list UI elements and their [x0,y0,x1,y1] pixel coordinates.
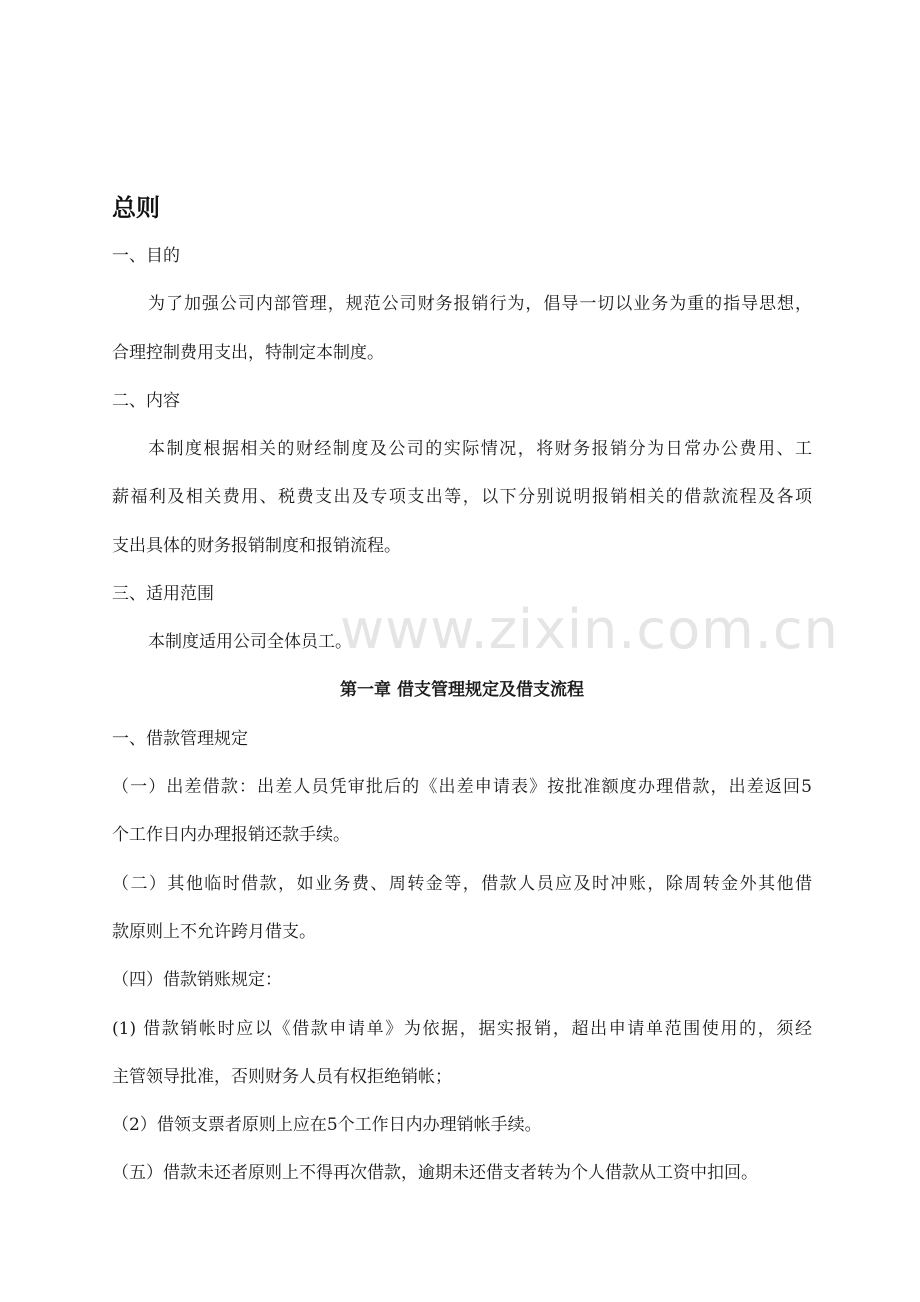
paragraph-line: 为了加强公司内部管理，规范公司财务报销行为，倡导一切以业务为重的指导思想， [148,294,812,314]
section-heading-purpose: 一、目的 [112,246,180,266]
list-item-line: （2）借领支票者原则上应在5个工作日内办理销帐手续。 [112,1115,542,1135]
paragraph-line: 合理控制费用支出，特制定本制度。 [112,343,384,363]
list-item-line: （四）借款销账规定： [112,970,282,990]
paragraph-line: 薪福利及相关费用、税费支出及专项支出等，以下分别说明报销相关的借款流程及各项 [112,487,812,507]
list-item-line: (1) 借款销帐时应以《借款申请单》为依据，据实报销，超出申请单范围使用的，须经 [112,1019,812,1039]
paragraph-line: 本制度根据相关的财经制度及公司的实际情况，将财务报销分为日常办公费用、工 [148,439,812,459]
list-item-line: （二）其他临时借款，如业务费、周转金等，借款人员应及时冲账，除周转金外其他借 [112,874,812,894]
list-item-line: （五）借款未还者原则上不得再次借款，逾期未还借支者转为个人借款从工资中扣回。 [112,1163,758,1183]
section-heading-content: 二、内容 [112,391,180,411]
section-heading-loan-rules: 一、借款管理规定 [112,729,248,749]
document-title: 总则 [112,194,160,222]
list-item-line: 主管领导批准，否则财务人员有权拒绝销帐； [112,1067,452,1087]
list-item-line: （一）出差借款：出差人员凭审批后的《出差申请表》按批准额度办理借款，出差返回5 [112,777,812,797]
paragraph-line: 本制度适用公司全体员工。 [148,632,352,652]
chapter-title: 第一章 借支管理规定及借支流程 [340,680,584,700]
section-heading-scope: 三、适用范围 [112,584,214,604]
watermark: www.zixin.com.cn [340,598,839,661]
paragraph-line: 支出具体的财务报销制度和报销流程。 [112,536,401,556]
list-item-line: 个工作日内办理报销还款手续。 [112,825,350,845]
list-item-line: 款原则上不允许跨月借支。 [112,922,316,942]
